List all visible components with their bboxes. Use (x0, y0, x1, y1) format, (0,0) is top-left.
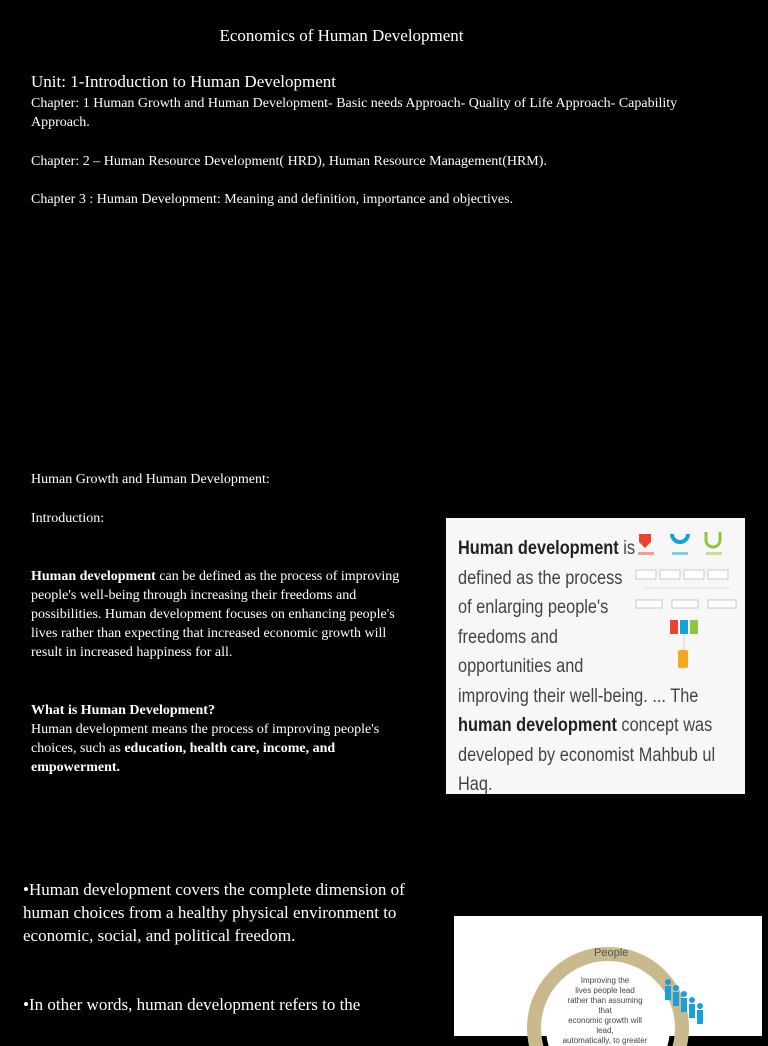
card1-line: opportunities and (458, 656, 584, 677)
what-answer (31, 720, 411, 777)
chapter-2: Chapter: 2 – Human Resource Development( HRD), Human Resource Management(HRM). (31, 154, 547, 169)
green-fork-icon (706, 532, 720, 547)
definition-paragraph (31, 567, 411, 662)
card1-line: Haq. (458, 774, 493, 795)
card1-line: Human development is (458, 538, 636, 559)
definition-image-card (446, 518, 745, 794)
people-label: People (594, 947, 629, 959)
hd-dimensions-diagram (634, 530, 740, 678)
definition-body: can be defined as the process of improving people's well-being through increasing their freedoms and possibilities. Human development focuses on enhancing people's lives rather than expecting that increased economic growth will result in increased happiness for all. (31, 569, 400, 660)
what-question: What is Human Development? (31, 703, 215, 718)
card1-line: developed by economist Mahbub ul (458, 744, 716, 766)
page-title: Economics of Human Development (219, 26, 464, 45)
people-diagram-card (454, 916, 762, 1045)
intro-label: Introduction: (31, 511, 105, 526)
card1-line: improving their well-being. ... The (458, 685, 699, 707)
chapter-1: Chapter: 1 Human Growth and Human Development- Basic needs Approach- Quality of Life Approach- Capability Approach. (31, 96, 678, 130)
what-answer-body: Human development means the process of improving people's choices, such as (31, 722, 380, 756)
definition-term: Human development (31, 569, 156, 584)
people-ring-text: Improving the lives people lead rather than assuming that economic growth will lead, automatically, to greater (562, 976, 648, 1045)
bullet-1: •Human development covers the complete dimension of human choices from a healthy physical environment to economic, social, and political freedom. (23, 880, 405, 945)
card1-line: of enlarging people's (458, 597, 609, 618)
red-shield-icon (639, 534, 651, 548)
chapter-3: Chapter 3 : Human Development: Meaning and definition, importance and objectives. (31, 192, 514, 207)
unit-heading: Unit: 1-Introduction to Human Development (31, 72, 336, 91)
blue-cup-icon (672, 534, 688, 542)
what-answer-bold: education, health care, income, and empowerment. (31, 741, 336, 775)
bullet-2: •In other words, human development refers to the (23, 995, 361, 1014)
section-heading: Human Growth and Human Development: (31, 472, 270, 487)
card1-line: defined as the process (458, 567, 623, 589)
card1-line: freedoms and (458, 626, 558, 648)
card1-line: human development concept was (458, 715, 713, 736)
